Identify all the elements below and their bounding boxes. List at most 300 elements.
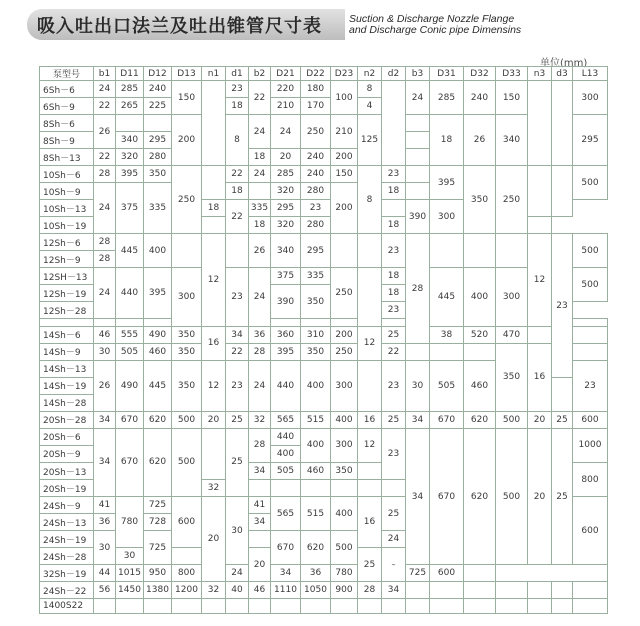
table-cell	[464, 599, 496, 614]
table-cell: 18	[382, 285, 406, 302]
table-cell	[382, 200, 406, 217]
table-cell: 300	[430, 200, 464, 234]
table-cell: 24	[271, 115, 301, 149]
table-cell: 240	[144, 81, 172, 98]
table-cell: 620	[464, 428, 496, 564]
table-cell: 670	[430, 428, 464, 564]
table-cell: 23	[382, 166, 406, 183]
table-cell: 620	[464, 411, 496, 428]
table-cell	[331, 319, 358, 326]
table-cell: 335	[301, 268, 331, 285]
table-cell: 1000	[573, 428, 608, 462]
table-cell: 41	[249, 497, 271, 514]
table-cell: 565	[271, 497, 301, 531]
table-cell: 295	[144, 132, 172, 149]
table-cell	[358, 462, 382, 479]
table-cell: 34	[271, 565, 301, 582]
table-row	[40, 115, 608, 132]
table-cell	[430, 343, 464, 360]
pump-model-cell: 14Sh－9	[40, 343, 94, 360]
table-cell: 18	[382, 268, 406, 285]
table-cell	[552, 599, 573, 614]
table-cell	[528, 166, 552, 217]
page-title: 吸入吐出口法兰及吐出锥管尺寸表	[37, 16, 322, 37]
table-cell: 375	[116, 183, 144, 234]
table-cell: 34	[226, 326, 249, 343]
dimension-table	[39, 66, 608, 614]
table-cell	[406, 149, 430, 166]
table-cell: 670	[271, 531, 301, 565]
table-cell: 600	[573, 497, 608, 565]
table-cell	[464, 565, 496, 582]
table-cell: 505	[271, 462, 301, 479]
table-cell: 300	[573, 81, 608, 115]
table-cell: 8	[358, 166, 382, 234]
table-cell	[172, 599, 202, 614]
table-cell: 728	[144, 514, 172, 531]
pump-model-cell: 8Sh－6	[40, 115, 94, 132]
table-cell: –	[382, 548, 406, 582]
table-cell: 18	[382, 217, 406, 234]
table-cell: 30	[406, 360, 430, 411]
table-row	[40, 411, 608, 428]
table-cell: 28	[358, 582, 382, 599]
table-cell: 225	[144, 98, 172, 115]
table-cell: 300	[331, 360, 358, 411]
table-cell: 490	[144, 326, 172, 343]
table-cell: 780	[116, 497, 144, 548]
pump-model-cell: 24Sh－9	[40, 497, 94, 514]
table-cell	[406, 183, 430, 200]
table-cell	[358, 480, 382, 497]
pump-model-cell: 24Sh－28	[40, 548, 94, 565]
table-cell: 34	[94, 411, 116, 428]
table-cell: 30	[94, 343, 116, 360]
table-cell: 23	[226, 360, 249, 411]
table-cell: 350	[172, 360, 202, 411]
pump-model-cell: 20Sh－9	[40, 445, 94, 462]
table-cell: 220	[271, 81, 301, 98]
table-cell: 18	[249, 149, 271, 166]
table-cell: 340	[116, 132, 144, 149]
table-cell	[528, 599, 552, 614]
table-cell: 16	[358, 411, 382, 428]
table-cell: 24	[226, 565, 249, 582]
table-cell	[116, 319, 144, 326]
table-cell: 395	[271, 343, 301, 360]
table-cell: 240	[464, 81, 496, 115]
table-cell: 240	[301, 166, 331, 183]
column-header: b2	[249, 67, 271, 81]
table-cell: 285	[271, 166, 301, 183]
table-cell: 295	[301, 234, 331, 268]
table-cell: 295	[271, 200, 301, 217]
table-cell: 515	[301, 411, 331, 428]
table-cell: 23	[382, 302, 406, 319]
table-cell: 350	[301, 343, 331, 360]
table-cell	[249, 531, 271, 548]
pump-model-cell: 10Sh－9	[40, 183, 94, 200]
table-cell: 18	[382, 183, 406, 200]
column-header: D22	[301, 67, 331, 81]
table-cell	[226, 234, 249, 268]
table-cell	[430, 582, 464, 599]
table-cell: 20	[271, 149, 301, 166]
table-cell: 500	[331, 531, 358, 565]
table-cell: 12	[202, 234, 226, 326]
pump-model-cell: 14Sh－28	[40, 394, 94, 411]
table-row	[40, 343, 608, 360]
table-cell: 22	[94, 149, 116, 166]
pump-model-cell: 14Sh－19	[40, 377, 94, 394]
table-cell: 30	[94, 531, 116, 565]
pump-model-cell: 12Sh－19	[40, 285, 94, 302]
table-cell: 250	[331, 343, 358, 360]
table-cell: 440	[271, 360, 301, 411]
table-cell: 900	[331, 582, 358, 599]
table-cell: 1450	[116, 582, 144, 599]
table-cell: 300	[331, 428, 358, 462]
table-cell: 500	[573, 268, 608, 302]
table-cell: 505	[116, 343, 144, 360]
table-cell: 24	[94, 81, 116, 98]
column-header: n2	[358, 67, 382, 81]
pump-model-cell: 24Sh－13	[40, 514, 94, 531]
table-cell: 500	[496, 428, 528, 564]
column-header: d2	[382, 67, 406, 81]
pump-model-cell: 20Sh－19	[40, 480, 94, 497]
table-cell: 12	[202, 360, 226, 411]
table-cell: 38	[430, 326, 464, 343]
table-cell: 395	[430, 166, 464, 200]
table-cell: 24	[249, 360, 271, 411]
table-cell	[358, 599, 382, 614]
table-cell: 24	[94, 183, 116, 234]
table-cell: 800	[573, 462, 608, 496]
table-cell: 18	[202, 200, 226, 217]
table-cell	[464, 343, 496, 360]
table-cell: 20	[202, 411, 226, 428]
table-cell: 500	[573, 166, 608, 200]
column-header: D33	[496, 67, 528, 81]
table-row	[40, 565, 608, 582]
table-cell: 25	[552, 428, 573, 564]
table-cell: 350	[144, 166, 172, 183]
table-cell: 24	[406, 81, 430, 115]
table-cell: 32	[249, 411, 271, 428]
table-cell: 950	[144, 565, 172, 582]
table-cell	[496, 582, 528, 599]
table-cell: 23	[382, 428, 406, 479]
table-cell	[573, 326, 608, 343]
table-cell: 250	[172, 166, 202, 234]
table-cell: 780	[331, 565, 358, 582]
table-cell: 150	[172, 81, 202, 115]
table-cell: 22	[226, 200, 249, 234]
column-header: D31	[430, 67, 464, 81]
table-cell: 350	[172, 326, 202, 343]
table-cell	[202, 217, 226, 234]
table-cell: 600	[573, 411, 608, 428]
table-cell: 520	[464, 326, 496, 343]
table-cell	[331, 234, 358, 268]
table-cell: 56	[94, 582, 116, 599]
column-header: n1	[202, 67, 226, 81]
table-cell: 34	[382, 582, 406, 599]
table-cell: 28	[94, 234, 116, 251]
table-cell	[172, 234, 202, 268]
table-cell: 20	[528, 411, 552, 428]
pump-model-cell: 14Sh－13	[40, 360, 94, 377]
table-cell: 250	[331, 268, 358, 319]
table-cell	[331, 480, 358, 497]
table-cell: 670	[430, 411, 464, 428]
table-cell: 16	[528, 343, 552, 411]
table-cell: 28	[406, 234, 430, 343]
table-cell: 34	[249, 514, 271, 531]
table-row	[40, 234, 608, 251]
table-cell: 25	[382, 411, 406, 428]
table-cell: 725	[144, 531, 172, 565]
pump-model-cell: 10Sh－13	[40, 200, 94, 217]
table-cell	[249, 599, 271, 614]
table-row	[40, 428, 608, 445]
column-header: D23	[331, 67, 358, 81]
table-cell: 30	[226, 497, 249, 565]
column-header: b3	[406, 67, 430, 81]
table-cell: 26	[94, 360, 116, 411]
table-cell: 445	[116, 234, 144, 268]
table-cell: 395	[144, 268, 172, 319]
table-cell: 490	[116, 360, 144, 411]
table-cell: 400	[144, 234, 172, 268]
table-cell	[528, 326, 552, 343]
table-cell: 400	[331, 497, 358, 531]
table-cell: 46	[94, 326, 116, 343]
table-cell	[406, 599, 430, 614]
table-cell: 25	[552, 411, 573, 428]
column-header: D11	[116, 67, 144, 81]
table-cell	[528, 217, 552, 234]
table-cell: 34	[406, 428, 430, 564]
table-cell	[496, 599, 528, 614]
table-cell: 460	[144, 343, 172, 360]
pump-model-cell: 12Sh－28	[40, 302, 94, 319]
table-cell: 280	[301, 183, 331, 200]
table-cell: 280	[301, 217, 331, 234]
table-cell: 41	[94, 497, 116, 514]
table-cell: 200	[331, 149, 358, 166]
table-cell: 265	[116, 98, 144, 115]
table-cell	[249, 183, 271, 200]
table-cell: 285	[116, 81, 144, 98]
table-cell	[144, 115, 172, 132]
table-cell: 18	[226, 98, 249, 115]
pump-model-cell: 10Sh－6	[40, 166, 94, 183]
table-cell: 24	[249, 268, 271, 326]
column-header: n3	[528, 67, 552, 81]
table-cell: 46	[249, 582, 271, 599]
table-cell: 350	[496, 343, 528, 411]
table-cell	[331, 599, 358, 614]
table-cell: 150	[496, 81, 528, 115]
english-title	[349, 14, 521, 36]
table-cell: 8	[358, 81, 382, 98]
table-cell	[573, 343, 608, 360]
table-cell	[271, 319, 301, 326]
table-cell: 34	[406, 411, 430, 428]
table-cell	[573, 582, 608, 599]
table-cell: 12	[528, 234, 552, 326]
table-cell: 340	[496, 115, 528, 166]
column-header: D12	[144, 67, 172, 81]
table-cell: 28	[249, 428, 271, 462]
table-cell: 250	[496, 166, 528, 234]
table-cell	[226, 599, 249, 614]
table-cell: 210	[331, 115, 358, 149]
pump-model-cell: 24Sh－22	[40, 582, 94, 599]
table-cell: 470	[496, 326, 528, 343]
table-cell	[464, 582, 496, 599]
table-cell: 34	[94, 428, 116, 496]
table-cell: 36	[301, 565, 331, 582]
header-row	[40, 67, 608, 81]
table-cell: 400	[301, 428, 331, 462]
table-cell: 300	[496, 268, 528, 326]
column-header: D13	[172, 67, 202, 81]
table-cell: 23	[301, 200, 331, 217]
table-cell: 12	[358, 428, 382, 462]
table-cell	[406, 115, 430, 132]
table-cell: 285	[430, 81, 464, 115]
table-cell: 28	[94, 166, 116, 183]
table-cell	[116, 599, 144, 614]
table-cell: 310	[301, 326, 331, 343]
table-cell: 600	[172, 497, 202, 548]
table-row	[40, 166, 608, 183]
table-cell: 16	[358, 497, 382, 548]
table-cell: 200	[331, 183, 358, 234]
table-cell: 20	[202, 497, 226, 582]
table-cell	[464, 234, 496, 268]
table-cell	[528, 582, 552, 599]
table-cell: 1110	[271, 582, 301, 599]
table-cell: 460	[464, 360, 496, 411]
table-cell: 28	[249, 343, 271, 360]
table-cell	[202, 428, 226, 479]
table-cell	[301, 319, 331, 326]
table-cell: 23	[226, 268, 249, 326]
table-cell: 670	[116, 428, 144, 496]
table-cell: 505	[430, 360, 464, 411]
table-cell	[430, 599, 464, 614]
table-cell: 600	[430, 565, 464, 582]
table-cell: 620	[144, 428, 172, 496]
table-cell: 200	[172, 115, 202, 166]
table-cell: 26	[464, 115, 496, 166]
table-cell	[271, 480, 301, 497]
table-cell: 200	[331, 326, 358, 343]
table-cell: 280	[144, 149, 172, 166]
table-cell: 23	[573, 360, 608, 411]
table-cell: 400	[301, 360, 331, 411]
table-cell: 500	[573, 234, 608, 268]
table-cell: 500	[496, 411, 528, 428]
table-cell	[406, 132, 430, 149]
column-header: L13	[573, 67, 608, 81]
table-cell: 25	[226, 411, 249, 428]
table-cell: 25	[358, 548, 382, 582]
table-cell: 500	[172, 428, 202, 496]
table-cell: 18	[226, 183, 249, 200]
table-row	[40, 326, 608, 343]
table-cell: 565	[271, 411, 301, 428]
table-cell: 26	[249, 234, 271, 268]
table-cell: 670	[116, 411, 144, 428]
table-cell	[358, 268, 382, 326]
table-cell: 30	[116, 548, 144, 565]
table-cell: 515	[301, 497, 331, 531]
table-cell: 170	[301, 98, 331, 115]
table-cell: 36	[94, 514, 116, 531]
pump-model-cell: 12Sh－6	[40, 234, 94, 251]
table-cell: 32	[202, 582, 226, 599]
table-cell: 390	[271, 285, 301, 319]
english-title-line-2: and Discharge Conic pipe Dimensins	[349, 24, 522, 36]
table-cell: 350	[301, 285, 331, 319]
table-cell: 400	[464, 268, 496, 326]
table-cell: 25	[226, 428, 249, 496]
table-cell: 25	[382, 326, 406, 343]
table-cell: 180	[301, 81, 331, 98]
table-cell	[406, 343, 430, 360]
table-row	[40, 81, 608, 98]
table-cell: 1050	[301, 582, 331, 599]
table-cell: 32	[202, 480, 226, 497]
pump-model-cell: 14Sh－6	[40, 326, 94, 343]
table-cell	[430, 234, 464, 268]
table-cell	[552, 582, 573, 599]
table-cell: 22	[226, 166, 249, 183]
pump-model-cell: 1400S22	[40, 599, 94, 614]
table-cell: 350	[464, 166, 496, 234]
table-cell: 16	[202, 326, 226, 360]
table-cell	[202, 81, 226, 166]
unit-label: 单位(mm)	[540, 58, 588, 69]
table-cell: 36	[249, 326, 271, 343]
table-cell: 210	[271, 98, 301, 115]
table-cell: 445	[144, 360, 172, 411]
table-cell	[301, 480, 331, 497]
table-cell: 320	[116, 149, 144, 166]
table-cell: 395	[116, 166, 144, 183]
table-cell	[382, 319, 406, 326]
table-cell	[406, 582, 430, 599]
table-cell: 22	[249, 81, 271, 115]
table-cell: 125	[358, 115, 382, 166]
table-cell	[552, 81, 573, 166]
table-cell	[382, 81, 406, 166]
pump-model-cell: 20Sh－13	[40, 462, 94, 479]
table-cell: 460	[301, 462, 331, 479]
table-cell	[202, 599, 226, 614]
column-header: d3	[552, 67, 573, 81]
table-cell: 20	[249, 548, 271, 582]
pump-model-cell: 20Sh－28	[40, 411, 94, 428]
table-cell: 360	[271, 326, 301, 343]
table-cell: 23	[382, 360, 406, 411]
table-cell	[301, 599, 331, 614]
